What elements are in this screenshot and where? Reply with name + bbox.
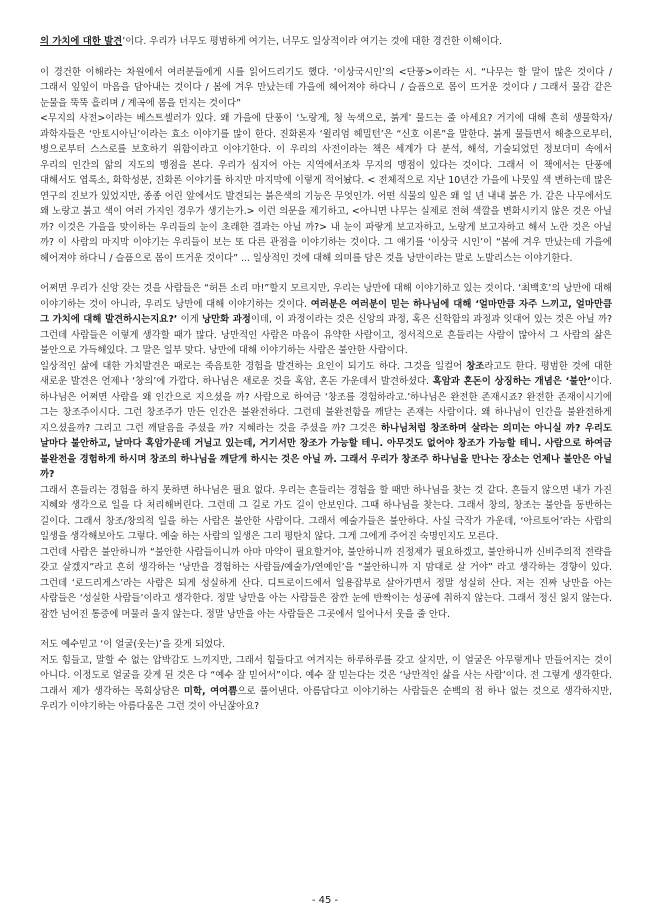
text-run: 그래서 흔들리는 경험을 하지 못하면 하나님은 필요 없다. 우리는 흔들리는 경험을 할 때만 하나님을 찾는 것 같다. 흔들지 않으면 내가 가진 지혜와 생각으로 일을 다 처리해버린다. 그런데 그 길로 가도 길이 안보인다. 그때 하나님을 찾는다. 그래서 창의, 창조는 불안을 동반하는 길이다. 그래서 창조/창의적 일을 하는 사람은 불안한 사람이다. 그래서 예술가들은 불안하다. 사실 극작가 가운데, ‘아르토어’라는 사람의 일생을 생각해보아도 그렇다. 예술 하는 사람의 일생은 그리 평탄치 않다. 그게 그에게 주어진 숙명인지도 모른다. xyxy=(40,484,612,542)
text-run: 저도 힘들고, 말할 수 없는 압박감도 느끼지만, 그래서 힘들다고 여겨지는 하루하루를 갖고 살지만, 이 얼굴은 아무렇게나 만들어지는 것이 아니다. 이정도로 얼굴을 갖게 된 것은 다 “예수 잘 믿어서”이다. 예수 잘 믿는다는 것은 ‘낭만적인 삶을 사는 사람’이다. 전 그렇게 생각한다. 그래서 제가 생각하는 목회상담은 xyxy=(40,654,612,697)
text-run: 라고도 한다. 평범한 것에 대한 새로운 발견은 언제나 ‘창의’에 가깝다. 하나님은 새로운 것을 혹암, 혼돈 가운데서 발견하셨다. xyxy=(40,360,612,387)
text-run: 이데, 이 과정이라는 것은 신앙의 과정, 혹은 신학함의 과정과 잇대어 있는 것은 아닐 까? 그런데 사람들은 이렇게 생각할 때가 많다. 낭만적인 사람은 마음이 유약한 사람이고, 정서적으로 흔들리는 사람이 많아서 그 사람의 삶은 불안으로 가득해있다. 그 말은 일부 맞다. 낭만에 대해 이야기하는 사람은 불안한 사람이다. xyxy=(40,314,613,356)
text-run: 이게 xyxy=(177,314,202,325)
bold-text-run: 여러분은 여러분이 믿는 하나님에 대해 ‘얼마만큼 자주 느끼고, 얼마만큼 그 가치에 대해 발견하시는지요?’ xyxy=(40,298,613,325)
page-number: - 45 - xyxy=(311,895,339,906)
paragraph xyxy=(40,359,612,483)
bold-text-run: 혹암과 혼돈이 상징하는 개념은 ‘불안’ xyxy=(432,376,591,387)
paragraph xyxy=(40,111,612,266)
text-run: 이 경건한 이해라는 차원에서 여러분들에게 시를 읽어드리기도 했다. ‘이상국시인’의 <단풍>이라는 시. “나무는 할 말이 많은 것이다 / 그래서 잎잎이 마음을 담아내는 것이다 / 봄에 겨우 만났는데 가을에 헤어져야 하다니 / 슬픔으로 몸이 뜨거운 것이다 / 그래서 물감 같은 눈물을 뚝뚝 흘리며 / 계곡에 몸을 던지는 것이다” xyxy=(40,66,612,109)
bold-text-run: 낭만화 과정 xyxy=(202,314,251,325)
text-run: 일상적인 삶에 대한 가치발견은 때로는 죽음토한 경험을 발견하는 요인이 되기도 하다. 그것을 일컬어 xyxy=(40,360,467,372)
bold-text-run: 하나님처럼 창조하며 살라는 의미는 아니실 까? 우리도 날마다 불안하고, 날마다 혹암가운데 거닐고 있는데, 거기서만 창조가 가능할 테니. 아무것도 없어야 창조가 가능할 테니. 사람으로 하여금 불완전을 경험하게 하시며 창조의 하나님을 깨닫게 하시는 것은 아닐 까. 그래서 우리가 창조주 하나님을 만나는 장소는 언제나 불안은 아닐 까? xyxy=(40,422,612,480)
paragraph xyxy=(40,65,612,112)
paragraph-gap xyxy=(40,622,612,637)
paragraph xyxy=(40,545,612,623)
paragraph xyxy=(40,637,612,653)
paragraph xyxy=(40,483,612,545)
bold-text-run: 미학, 여여쁨 xyxy=(183,685,238,697)
paragraph-gap xyxy=(40,50,612,65)
text-run: 어쩌면 우리가 신앙 갖는 것을 사람들은 “허튼 소리 마!”할지 모르지만, 우리는 낭만에 대해 이야기하고 있는 것이다. ‘최백호’의 낭만에 대해 이야기하는 것이 아니라, 우리도 낭만에 대해 이야기하는 것이다. xyxy=(40,283,612,310)
text-run: 으로 풀어낸다. 아름답다고 이야기하는 사람들은 순백의 점 하나 없는 것으로 생각하지만, 우리가 이야기하는 아름다움은 그런 것이 아닌잖아요? xyxy=(40,685,613,712)
paragraph-gap xyxy=(40,266,612,281)
text-run: 이다. 하나님은 어쩌면 사람을 왜 인간으로 지으셨을 까? 사람으로 하여금 ‘창조를 경험하라고.’하나님은 완전한 존재시죠? 완전한 존재이시기에 그는 창조주이시다. 그런 창조주가 만든 인간은 불완전하다. 그런데 불완전함을 깨닫는 존재는 사람이다. 왜 하나님이 인간을 불완전하게 지으셨을까? 그리고 그런 깨달음을 주셨을 까? 지혜라는 것을 주셨을 까? 그것은 xyxy=(40,376,612,434)
text-run: ’이다. 우리가 너무도 평범하게 여기는, 너무도 일상적이라 여기는 것에 대한 경건한 이해이다. xyxy=(122,36,503,47)
text-run: 그런데 사람은 불안하니까 “불안한 사람들이니까 아마 마약이 필요할거야, 불안하니까 진정제가 필요하겠고, 불안하니까 신비주의적 전략을 갖고 살겠지”라고 흔히 생각하는 ‘낭만을 경험하는 사람들/예술가/연예인’을 “불안하니까 지 맘대로 살 거야” 라고 생각하는 경향이 있다. 그런데 ‘로드리게스’라는 사람은 되게 성실하게 산다. 디트로이드에서 일용잡부로 살아가면서 정말 성실히 산다. 저는 진짜 낭만을 아는 사람들은 ‘성실한 사람들’이라고 생각한다. 정말 낭만을 아는 사람들은 잠깐 눈에 반짝이는 성공에 취하지 않는다. 그래서 정신 잃지 않는다. 잠깐 넘어진 통증에 머물러 울지 않는다. 정말 낭만을 아는 사람들은 그곳에서 일어나서 웃을 줄 안다. xyxy=(40,546,612,620)
document-body xyxy=(40,34,612,715)
bold-text-run: 의 가치에 대한 발견 xyxy=(40,36,123,47)
text-run: 저도 예수믿고 ‘이 얼굴(웃는)’을 갖게 되었다. xyxy=(40,639,226,650)
text-run: <무지의 사전>이라는 베스트셀러가 있다. 왜 가을에 단풍이 ‘노랑게, 청 녹색으로, 붉게’ 물드는 줄 아세요? 거기에 대해 흔히 생물학자/과학자들은 ‘안토시아닌’이라는 효소 이야기를 많이 한다. 진화론자 ‘윌리엄 헤밀턴’은 “신호 이론”을 말한다. 붉게 물들면서 해충으로부터, 병으로부터 스스로를 보호하기 위함이라고 이야기한다. 이 우리의 사전이라는 책은 세계가 다 분석, 해석, 기술되었던 정보더미 속에서 우리의 인간의 앎의 지도의 맹점을 본다. 우리가 심지어 아는 지역에서조차 무지의 맹점이 있다는 것이다. 그래서 이 책에서는 단풍에 대해서도 엽록소, 화학성분, 진화론 이야기를 하지만 마지막에 이렇게 적어놨다. < 전체적으로 지난 10년간 가을에 나뭇잎 색 변하는데 많은 연구의 진보가 있었지만, 종종 어린 앞에서도 발견되는 붉은색의 기능은 무엇인가. 어떤 식물의 잎은 왜 일 년 내내 붉은 가. 같은 나무에서도 왜 노랑고 붉고 색이 여러 가지인 경우가 생기는가.> 이런 의문을 제기하고, <아니면 나무는 실제로 전혀 색깔을 변화시키지 않은 것은 아닐 까? 이것은 가을을 맞이하는 우리들의 눈이 초래한 결과는 아닐 까?> 내 눈이 파랗게 보고자하고, 노랑게 보고자하고 해서 노란 것은 아닐 까? 이 사람의 마지막 이야기는 우리들이 보는 또 다른 관점을 이야기하는 것이다. 그 얘기를 ‘이상국 시인’이 “봄에 겨우 만났는데 가을에 헤어져야 하다니 / 슬픔으로 몸이 뜨거운 것이다” ... 일상적인 것에 대해 의미를 담은 것을 낭만이라는 말로 노발리스는 이야기한다. xyxy=(40,113,612,264)
paragraph xyxy=(40,653,612,715)
bold-text-run: 창조 xyxy=(466,360,485,372)
paragraph xyxy=(40,281,612,359)
paragraph xyxy=(40,34,612,50)
